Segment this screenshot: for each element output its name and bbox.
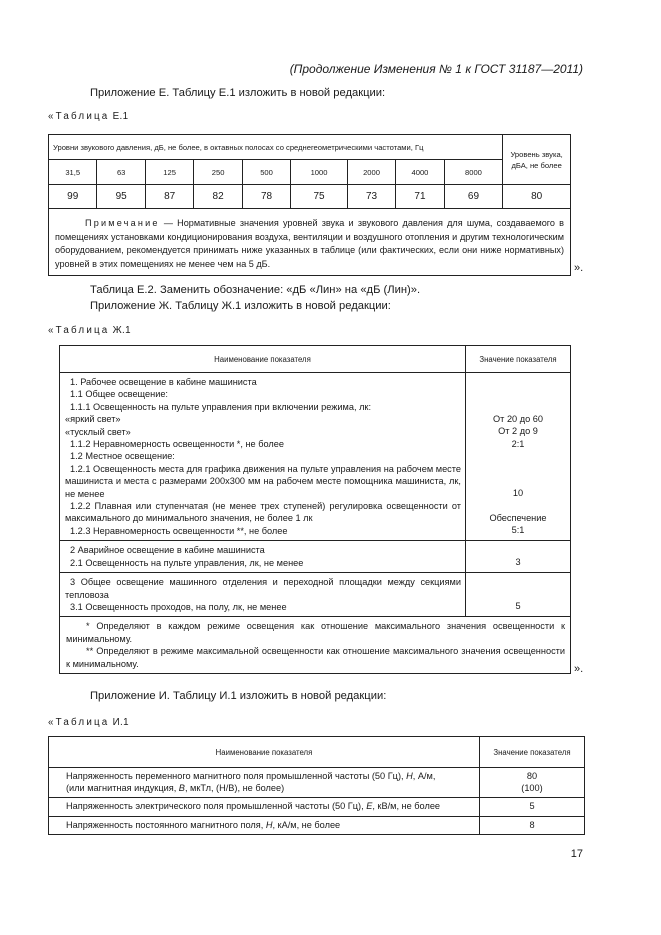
group2-values bbox=[466, 541, 571, 573]
row-text: (или магнитная индукция, bbox=[66, 782, 179, 793]
note-label: Примечание bbox=[85, 218, 160, 228]
group3-values bbox=[466, 573, 571, 617]
table-zh1 bbox=[59, 345, 571, 674]
note-text: — Нормативные значения уровней звука и звукового давления для шума, создаваемого в помещениях установками кондиционирования воздуха, вентиляции и воздушного отопления и другим технологическим оборудованием, рекомендуется принимать ниже указанных в таблице (или фактических, если они ниже нормативных) уровней в этих помещениях не менее чем на 5 дБ. bbox=[55, 218, 564, 269]
value: От 20 до 60 bbox=[493, 414, 543, 424]
line: «яркий свет» bbox=[65, 414, 121, 425]
row-value bbox=[480, 768, 585, 798]
value-cell: 78 bbox=[242, 185, 290, 209]
line: 1.1 Общее освещение: bbox=[70, 389, 168, 400]
value: 5:1 bbox=[511, 525, 525, 536]
table-e1-header-sound: Уровень звука, дБА, не более bbox=[503, 135, 571, 185]
table-e1-header-levels: Уровни звукового давления, дБ, не более, в октавных полосах со среднегеометрическими частотами, Гц bbox=[49, 135, 503, 160]
freq-cell: 1000 bbox=[291, 160, 348, 185]
row-symbol: E bbox=[366, 801, 373, 811]
table-row bbox=[49, 798, 480, 817]
section-e-intro: Приложение Е. Таблицу Е.1 изложить в новой редакции: bbox=[90, 87, 386, 99]
freq-cell: 63 bbox=[97, 160, 145, 185]
line: 1.2 Местное освещение: bbox=[70, 451, 175, 462]
table-e1-close: ». bbox=[574, 262, 584, 274]
table-zh1-close: ». bbox=[574, 663, 584, 675]
row-symbol: B bbox=[178, 782, 185, 793]
value-cell: 80 bbox=[503, 185, 571, 209]
row-text: Напряженность электрического поля промышленной частоты (50 Гц), bbox=[66, 801, 367, 811]
page-header: (Продолжение Изменения № 1 к ГОСТ 31187—2011) bbox=[289, 62, 583, 76]
col-header-name: Наименование показателя bbox=[49, 737, 480, 768]
line: 1.2.3 Неравномерность освещенности **, не более bbox=[70, 525, 288, 536]
col-header-value: Значение показателя bbox=[480, 737, 585, 768]
freq-cell: 125 bbox=[145, 160, 193, 185]
line: 3.1 Освещенность проходов, на полу, лк, не менее bbox=[70, 601, 287, 612]
group2-desc bbox=[60, 541, 466, 573]
line: 3 Общее освещение машинного отделения и переходной площадки между секциями тепловоза bbox=[65, 577, 461, 600]
line: 2.1 Освещенность на пульте управления, лк, не менее bbox=[70, 557, 304, 568]
value-cell: 99 bbox=[49, 185, 97, 209]
value: (100) bbox=[521, 782, 543, 793]
row-text: , кВ/м, не более bbox=[372, 801, 441, 811]
value-cell: 69 bbox=[444, 185, 503, 209]
row-value: 5 bbox=[480, 798, 585, 817]
footnote: ** Определяют в режиме максимальной освещенности как отношение максимального значения освещенности к минимальному. bbox=[66, 646, 565, 669]
value-cell: 82 bbox=[194, 185, 242, 209]
table-zh1-footnotes bbox=[60, 617, 571, 674]
group1-values bbox=[466, 373, 571, 541]
value: 5 bbox=[515, 601, 521, 612]
footnote: * Определяют в каждом режиме освещения как отношение максимального значения освещенности к минимальному. bbox=[66, 621, 565, 644]
group3-desc bbox=[60, 573, 466, 617]
table-e1-note bbox=[49, 209, 571, 276]
line: 1.2.2 Плавная или ступенчатая (не менее трех ступеней) регулировка освещенности от максимального до минимального значения, не более 1 лк bbox=[65, 501, 461, 524]
value: Обеспечение bbox=[489, 512, 547, 523]
table-i1-caption: «Таблица И.1 bbox=[48, 717, 130, 728]
row-value: 8 bbox=[480, 816, 585, 835]
table-row bbox=[49, 816, 480, 835]
row-text: , кА/м, не более bbox=[272, 819, 341, 830]
line: 1. Рабочее освещение в кабине машиниста bbox=[70, 377, 257, 387]
row-text: , А/м, bbox=[412, 771, 436, 781]
freq-cell: 31,5 bbox=[49, 160, 97, 185]
line: «тусклый свет» bbox=[65, 426, 131, 437]
col-header-name: Наименование показателя bbox=[60, 346, 466, 373]
page-number: 17 bbox=[570, 848, 583, 860]
value-cell: 71 bbox=[396, 185, 444, 209]
table-zh1-caption: «Таблица Ж.1 bbox=[48, 325, 132, 336]
freq-cell: 4000 bbox=[396, 160, 444, 185]
value: От 2 до 9 bbox=[498, 426, 538, 437]
table-e1-caption: «Таблица Е.1 bbox=[48, 111, 129, 122]
section-zh-line1: Таблица Е.2. Заменить обозначение: «дБ «Лин» на «дБ (Лин)». bbox=[90, 284, 421, 296]
table-row bbox=[49, 768, 480, 798]
line: 1.2.1 Освещенность места для графика движения на пульте управления на рабочем месте машиниста и места с размерами 200х300 мм на рабочем месте помощника машиниста, лк, не менее bbox=[65, 463, 461, 499]
value-cell: 87 bbox=[145, 185, 193, 209]
freq-cell: 500 bbox=[242, 160, 290, 185]
section-zh-line2: Приложение Ж. Таблицу Ж.1 изложить в новой редакции: bbox=[90, 300, 391, 312]
value-cell: 95 bbox=[97, 185, 145, 209]
group1-desc bbox=[60, 373, 466, 541]
row-text: Напряженность переменного магнитного поля промышленной частоты (50 Гц), bbox=[66, 771, 407, 781]
freq-cell: 250 bbox=[194, 160, 242, 185]
table-i1 bbox=[48, 736, 585, 835]
section-i-intro: Приложение И. Таблицу И.1 изложить в новой редакции: bbox=[90, 690, 387, 702]
value: 3 bbox=[515, 557, 521, 568]
value: 2:1 bbox=[511, 438, 525, 449]
line: 1.1.1 Освещенность на пульте управления при включении режима, лк: bbox=[70, 401, 372, 412]
value-cell: 75 bbox=[291, 185, 348, 209]
table-e1 bbox=[48, 134, 571, 276]
freq-cell: 2000 bbox=[347, 160, 395, 185]
row-symbol: H bbox=[265, 819, 273, 830]
value-cell: 73 bbox=[347, 185, 395, 209]
value: 80 bbox=[526, 771, 538, 781]
line: 1.1.2 Неравномерность освещенности *, не более bbox=[70, 439, 284, 450]
row-symbol: H bbox=[406, 771, 413, 781]
value: 10 bbox=[512, 488, 524, 499]
freq-cell: 8000 bbox=[444, 160, 503, 185]
row-text: , мкТл, (Н/В), не более) bbox=[184, 782, 285, 793]
col-header-value: Значение показателя bbox=[466, 346, 571, 373]
line: 2 Аварийное освещение в кабине машиниста bbox=[70, 545, 265, 556]
row-text: Напряженность постоянного магнитного поля, bbox=[66, 819, 266, 830]
